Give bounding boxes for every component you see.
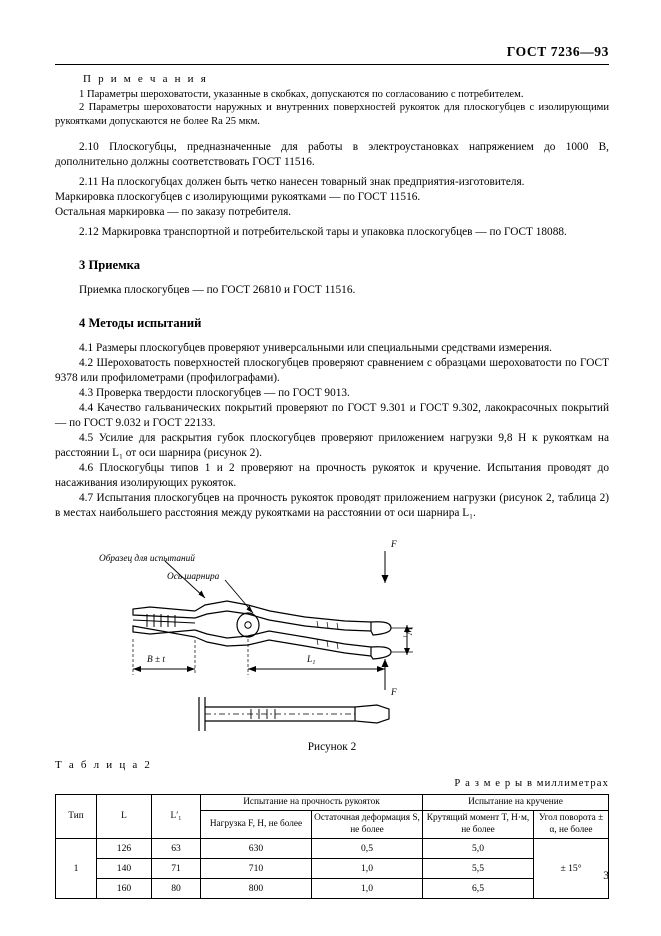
col-l1: L′₁ (152, 795, 201, 839)
pliers-test-diagram (55, 535, 609, 740)
figure-label-force-bottom: F (391, 687, 397, 698)
table-row (56, 878, 609, 898)
para-4-6: 4.6 Плоскогубцы типов 1 и 2 проверяют на прочность рукояток и кручение. Испытания проводят до насаживания изолирующих рукояток. (55, 461, 609, 489)
cell-l: 140 (97, 858, 152, 878)
para-4-7: 4.7 Испытания плоскогубцев на прочность рукояток проводят приложением нагрузки (рисунок 2, таблица 2) в местах наибольшего расстояния между рукоятками на расстоянии от оси шарнира L₁. (55, 491, 609, 519)
table-header-group-row (56, 795, 609, 811)
para-4-4: 4.4 Качество гальванических покрытий проверяют по ГОСТ 9.301 и ГОСТ 9.302, лакокрасочных покрытий — по ГОСТ 9.032 и ГОСТ 22133. (55, 401, 609, 429)
cell-l: 126 (97, 838, 152, 858)
cell-load: 710 (201, 858, 312, 878)
figure-label-force-top: F (391, 539, 397, 550)
col-angle: Угол поворота ± α, не более (534, 811, 609, 839)
notes-title: П р и м е ч а н и я (83, 73, 208, 85)
figure-2 (55, 535, 609, 760)
col-torque: Крутящий момент T, Н·м, не более (423, 811, 534, 839)
cell-type: 1 (56, 838, 97, 898)
document-body (55, 72, 609, 760)
figure-label-axis: Ось шарнира (167, 571, 220, 582)
note-item-2: 2 Параметры шероховатости наружных и внутренних поверхностей рукояток для плоскогубцев с изолирующими рукоятками допускаются не более Ra 25 мкм. (55, 102, 609, 128)
figure-label-b: B ± t (147, 654, 166, 665)
cell-deformation: 1,0 (312, 858, 423, 878)
table-row (56, 838, 609, 858)
para-2-10: 2.10 Плоскогубцы, предназначенные для работы в электроустановках напряжением до 1000 В, дополнительно должны соответствовать ГОСТ 11516. (55, 140, 609, 168)
para-2-11-b: Маркировка плоскогубцев с изолирующими рукоятками — по ГОСТ 11516. (55, 190, 421, 203)
cell-l: 160 (97, 878, 152, 898)
figure-label-l1: L₁ (307, 654, 316, 665)
col-deformation: Остаточная деформация S, не более (312, 811, 423, 839)
cell-torque: 5,5 (423, 858, 534, 878)
cell-deformation: 0,5 (312, 838, 423, 858)
para-2-11-c: Остальная маркировка — по заказу потребителя. (55, 205, 292, 218)
figure-label-w1: W₁ (402, 626, 413, 638)
cell-load: 800 (201, 878, 312, 898)
page-header-standard: ГОСТ 7236—93 (506, 44, 609, 59)
note-item-1: 1 Параметры шероховатости, указанные в скобках, допускаются по согласованию с потребителем. (79, 88, 524, 100)
para-4-5: 4.5 Усилие для раскрытия губок плоскогубцев проверяют приложением нагрузки 9,8 Н к рукояткам на расстоянии L₁ от оси шарнира (рисунок 2). (55, 431, 609, 459)
table-2 (55, 794, 609, 899)
table-2-units: Р а з м е р ы в миллиметрах (454, 778, 609, 789)
page-number: 3 (603, 870, 609, 882)
figure-caption: Рисунок 2 (307, 740, 357, 753)
para-2-12: 2.12 Маркировка транспортной и потребительской тары и упаковка плоскогубцев — по ГОСТ 18088. (79, 226, 567, 238)
para-4-3: 4.3 Проверка твердости плоскогубцев — по ГОСТ 9013. (79, 386, 350, 399)
table-row (56, 858, 609, 878)
para-4-2: 4.2 Шероховатость поверхностей плоскогубцев проверяют сравнением с образцами шероховатости по ГОСТ 9378 или профилометрами (профилографами). (55, 356, 609, 384)
table-2-title: Т а б л и ц а 2 (55, 759, 153, 771)
col-load: Нагрузка F, Н, не более (201, 811, 312, 839)
figure-label-sample: Образец для испытаний (99, 553, 195, 564)
col-type: Тип (56, 795, 97, 839)
para-2-11: 2.11 На плоскогубцах должен быть четко нанесен товарный знак предприятия-изготовителя. (79, 175, 525, 188)
cell-angle: ± 15° (534, 838, 609, 898)
group-torsion: Испытание на кручение (423, 795, 609, 811)
cell-torque: 5,0 (423, 838, 534, 858)
cell-load: 630 (201, 838, 312, 858)
cell-torque: 6,5 (423, 878, 534, 898)
cell-l1: 80 (152, 878, 201, 898)
header-divider (55, 64, 609, 65)
para-4-1: 4.1 Размеры плоскогубцев проверяют универсальными или специальными средствами измерения. (79, 341, 552, 354)
cell-l1: 71 (152, 858, 201, 878)
para-section-3: Приемка плоскогубцев — по ГОСТ 26810 и ГОСТ 11516. (79, 283, 356, 296)
heading-section-3: 3 Приемка (79, 258, 141, 273)
col-l: L (97, 795, 152, 839)
cell-deformation: 1,0 (312, 878, 423, 898)
heading-section-4: 4 Методы испытаний (79, 315, 202, 330)
cell-l1: 63 (152, 838, 201, 858)
group-strength: Испытание на прочность рукояток (201, 795, 423, 811)
